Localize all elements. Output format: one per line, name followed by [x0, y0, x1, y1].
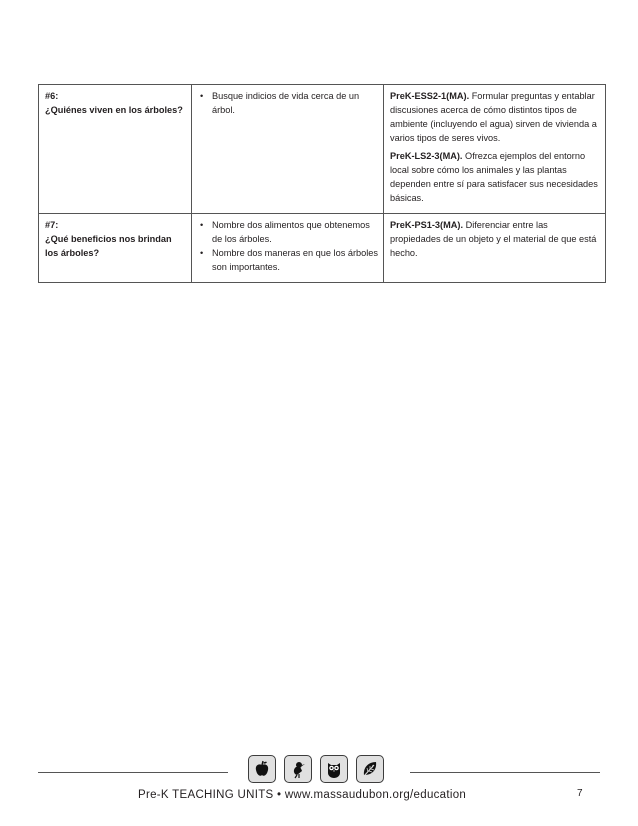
- question-number: #6:: [45, 91, 59, 101]
- page-number: 7: [577, 788, 583, 799]
- question-cell: [39, 214, 192, 283]
- owl-icon: [320, 755, 348, 783]
- standard-entry: [390, 89, 600, 145]
- evidence-list: [198, 218, 378, 274]
- footer-rule-left: [38, 772, 228, 773]
- standards-table: [38, 84, 606, 283]
- question-cell: [39, 85, 192, 214]
- evidence-cell: [192, 214, 384, 283]
- standard-text: Ofrezca ejemplos del entorno local sobre cómo los animales y las plantas dependen entre sí para satisfacer sus necesidades básicas.: [390, 151, 598, 203]
- question-title: ¿Quiénes viven en los árboles?: [45, 105, 183, 115]
- standards-cell: [384, 85, 606, 214]
- leaf-icon: [356, 755, 384, 783]
- evidence-list: [198, 89, 378, 117]
- standard-code: PreK-ESS2-1(MA).: [390, 91, 470, 101]
- evidence-cell: [192, 85, 384, 214]
- evidence-item: • Nombre dos maneras en que los árboles son importantes.: [212, 246, 378, 274]
- footer-rule-right: [410, 772, 600, 773]
- footer-text: Pre-K TEACHING UNITS • www.massaudubon.org/education: [138, 789, 467, 801]
- standard-text: Diferenciar entre las propiedades de un objeto y el material de que está hecho.: [390, 220, 597, 258]
- standard-code: PreK-PS1-3(MA).: [390, 220, 464, 230]
- table-row: [39, 214, 606, 283]
- standards-cell: [384, 214, 606, 283]
- standard-entry: [390, 218, 600, 260]
- question-title: ¿Qué beneficios nos brindan los árboles?: [45, 234, 172, 258]
- evidence-item: • Busque indicios de vida cerca de un árbol.: [212, 89, 378, 117]
- footer-icons: [248, 755, 388, 787]
- standard-text: Formular preguntas y entablar discusiones acerca de cómo distintos tipos de ambiente (incluyendo el agua) sirven de vivienda a varios tipos de seres vivos.: [390, 91, 597, 143]
- standard-code: PreK-LS2-3(MA).: [390, 151, 463, 161]
- apple-icon: [248, 755, 276, 783]
- question-number: #7:: [45, 220, 59, 230]
- standard-entry: [390, 149, 600, 205]
- bird-icon: [284, 755, 312, 783]
- table-row: [39, 85, 606, 214]
- evidence-item: • Nombre dos alimentos que obtenemos de los árboles.: [212, 218, 378, 246]
